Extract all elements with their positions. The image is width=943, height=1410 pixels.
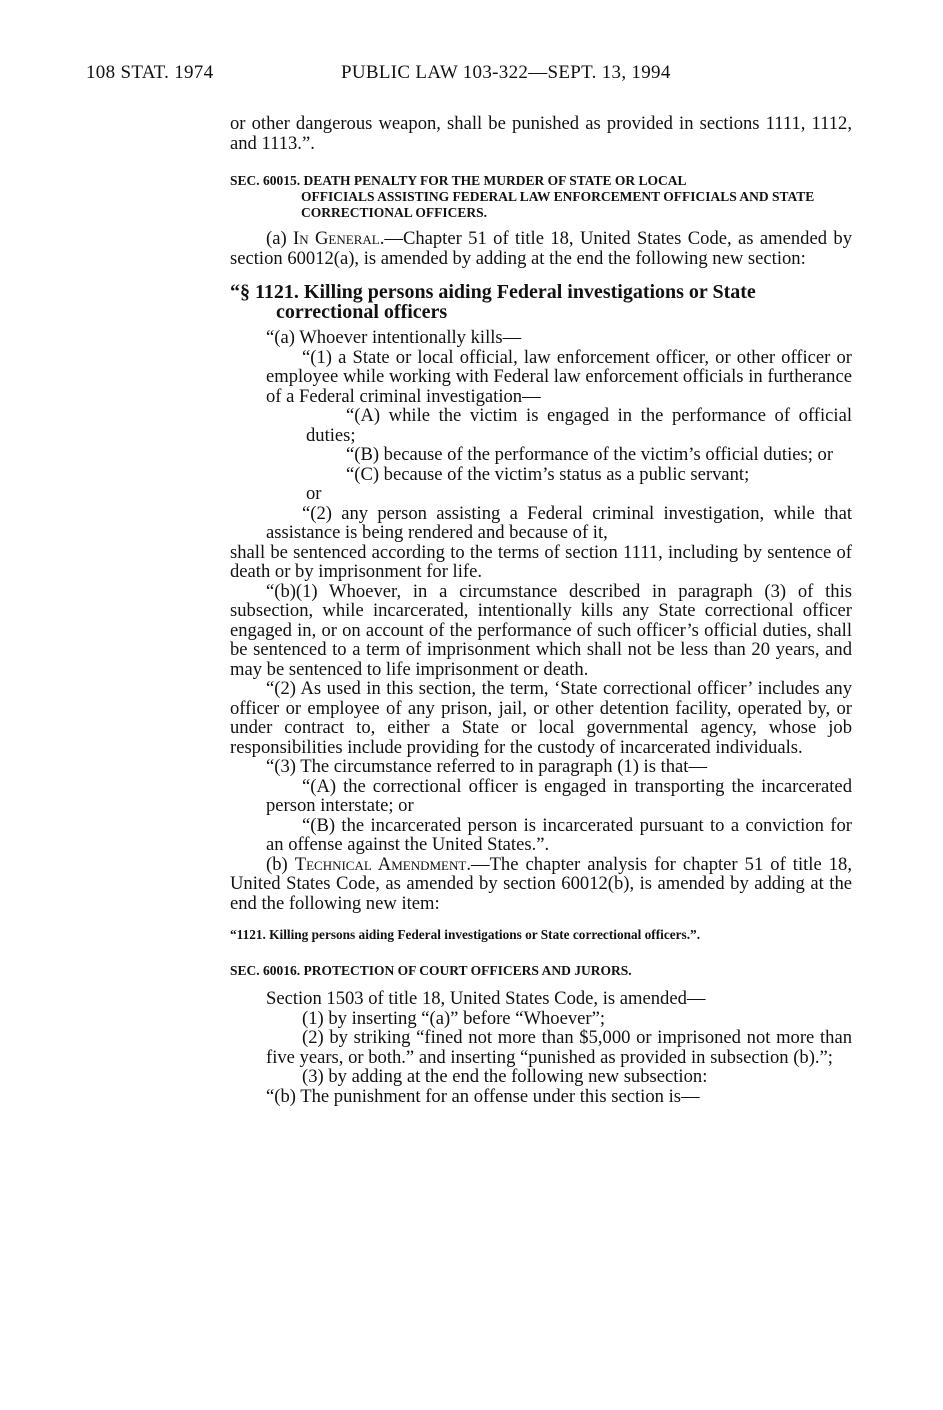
subsection-b-label: (b) [266, 853, 295, 875]
para-b-3-A: “(A) the correctional officer is engaged in transporting the incarcerated person interstate; or [266, 775, 852, 816]
para-a: “(a) Whoever intentionally kills— [266, 327, 522, 348]
subsection-b-caption: Technical Amendment. [294, 853, 471, 875]
para-a-1-A: “(A) while the victim is engaged in the performance of official duties; [306, 405, 852, 446]
section-1121-heading-line1: “§ 1121. Killing persons aiding Federal investigations or State [230, 281, 756, 303]
para-b-2: “(2) As used in this section, the term, ‘State correctional officer’ includes any officer or employee of any prison, jail, or other detention facility, operated by, or under contract to, either a State or local governmental agency, whose job responsibilities include providing for the custody of incarcerated individuals. [230, 678, 852, 758]
subsection-a-text: —Chapter 51 of title 18, United States Code, as amended by section 60012(a), is amended by adding at the end the following new section: [230, 228, 852, 269]
section-60015-heading [230, 173, 852, 221]
section-60015-heading-line2: OFFICIALS ASSISTING FEDERAL LAW ENFORCEMENT OFFICIALS AND STATE CORRECTIONAL OFFICERS. [301, 189, 815, 220]
section-60016-heading: SEC. 60016. PROTECTION OF COURT OFFICERS AND JURORS. [230, 963, 632, 978]
subsection-a-label: (a) [266, 228, 294, 249]
public-law-title: PUBLIC LAW 103-322—SEPT. 13, 1994 [341, 62, 671, 83]
para-a-or: or [306, 483, 322, 504]
section-60016-subsection-b: “(b) The punishment for an offense under this section is— [266, 1085, 700, 1107]
para-a-2: “(2) any person assisting a Federal criminal investigation, while that assistance is being rendered and because of it, [266, 502, 852, 543]
section-1121-heading-line2: correctional officers [276, 301, 448, 323]
analysis-item: “1121. Killing persons aiding Federal investigations or State correctional officers.”. [230, 927, 701, 942]
para-a-1-C: “(C) because of the victim’s status as a public servant; [346, 463, 750, 485]
section-1121-heading [230, 282, 852, 322]
para-a-1: “(1) a State or local official, law enforcement officer, or other officer or employee while working with Federal law enforcement officials in furtherance of a Federal criminal investigation— [266, 346, 852, 407]
section-60015-heading-line1: SEC. 60015. DEATH PENALTY FOR THE MURDER OF STATE OR LOCAL [230, 173, 687, 188]
subsection-a-caption: In General. [293, 228, 385, 249]
section-60016-item-2: (2) by striking “fined not more than $5,000 or imprisoned not more than five years, or both.” and inserting “punished as provided in subsection (b).”; [266, 1027, 852, 1068]
text-column [230, 114, 852, 1106]
para-a-1-B: “(B) because of the performance of the victim’s official duties; or [346, 444, 834, 465]
section-60016-intro: Section 1503 of title 18, United States Code, is amended— [266, 988, 706, 1009]
para-b-3: “(3) The circumstance referred to in paragraph (1) is that— [266, 756, 708, 777]
para-a-shall: shall be sentenced according to the terms of section 1111, including by sentence of death or by imprisonment for life. [230, 541, 852, 582]
section-60016-item-1: (1) by inserting “(a)” before “Whoever”; [302, 1007, 606, 1029]
subsection-b-paragraph [230, 855, 852, 914]
section-60016-item-3: (3) by adding at the end the following new subsection: [302, 1066, 708, 1087]
subsection-b-text: —The chapter analysis for chapter 51 of title 18, United States Code, as amended by section 60012(b), is amended by adding at the end the following new item: [230, 853, 852, 914]
carryover-paragraph: or other dangerous weapon, shall be punished as provided in sections 1111, 1112, and 1113.”. [230, 113, 852, 154]
subsection-a-paragraph [230, 229, 852, 268]
statute-page-number: 108 STAT. 1974 [86, 62, 214, 83]
para-b-1: “(b)(1) Whoever, in a circumstance described in paragraph (3) of this subsection, while incarcerated, intentionally kills any State correctional officer engaged in, or on account of the performance of such officer’s official duties, shall be sentenced to a term of imprisonment which shall not be less than 20 years, and may be sentenced to life imprisonment or death. [230, 580, 852, 680]
para-b-3-B: “(B) the incarcerated person is incarcerated pursuant to a conviction for an offense against the United States.”. [266, 814, 852, 855]
